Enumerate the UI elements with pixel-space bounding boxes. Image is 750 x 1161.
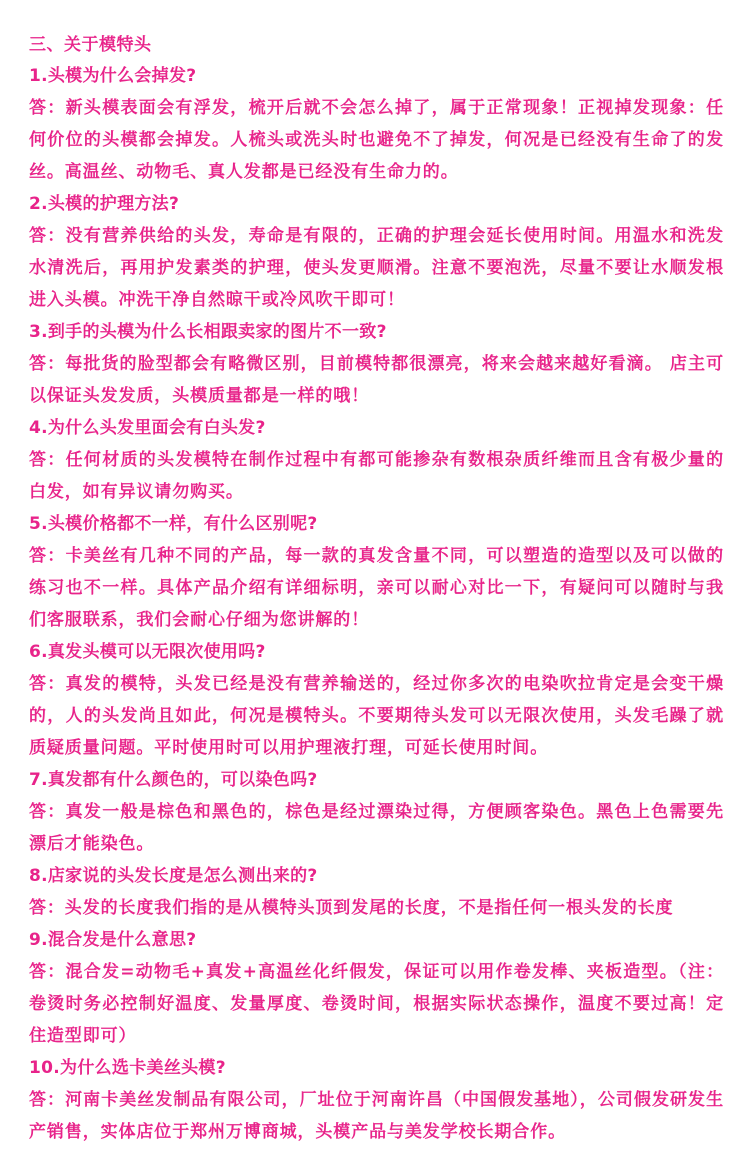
faq-document (29, 30, 724, 1148)
question-7: 7.真发都有什么颜色的，可以染色吗? (29, 770, 318, 790)
question-8: 8.店家说的头发长度是怎么测出来的? (29, 866, 318, 886)
question-10: 10.为什么选卡美丝头模? (29, 1058, 226, 1078)
question-5: 5.头模价格都不一样，有什么区别呢? (29, 514, 318, 534)
question-6: 6.真发头模可以无限次使用吗? (29, 642, 266, 662)
answer-5: 答：卡美丝有几种不同的产品，每一款的真发含量不同，可以塑造的造型以及可以做的练习也不一样。具体产品介绍有详细标明，亲可以耐心对比一下，有疑问可以随时与我们客服联系，我们会耐心仔细为您讲解的！ (29, 546, 724, 630)
answer-2: 答：没有营养供给的头发，寿命是有限的，正确的护理会延长使用时间。用温水和洗发水清洗后，再用护发素类的护理，使头发更顺滑。注意不要泡洗，尽量不要让水顺发根进入头模。冲洗干净自然晾干或冷风吹干即可！ (29, 226, 724, 310)
question-4: 4.为什么头发里面会有白头发? (29, 418, 266, 438)
answer-4: 答：任何材质的头发模特在制作过程中有都可能掺杂有数根杂质纤维而且含有极少量的白发，如有异议请勿购买。 (29, 450, 724, 502)
question-9: 9.混合发是什么意思? (29, 930, 197, 950)
answer-10: 答：河南卡美丝发制品有限公司，厂址位于河南许昌（中国假发基地），公司假发研发生产销售，实体店位于郑州万博商城，头模产品与美发学校长期合作。 (29, 1090, 724, 1142)
answer-1: 答：新头模表面会有浮发，梳开后就不会怎么掉了，属于正常现象！正视掉发现象：任何价位的头模都会掉发。人梳头或洗头时也避免不了掉发，何况是已经没有生命了的发丝。高温丝、动物毛、真人发都是已经没有生命力的。 (29, 98, 724, 182)
question-1: 1.头模为什么会掉发? (29, 66, 197, 86)
section-title: 三、关于模特头 (29, 35, 152, 55)
answer-3: 答：每批货的脸型都会有略微区别，目前模特都很漂亮，将来会越来越好看滴。 店主可以保证头发发质，头模质量都是一样的哦！ (29, 354, 724, 406)
question-2: 2.头模的护理方法? (29, 194, 180, 214)
question-3: 3.到手的头模为什么长相跟卖家的图片不一致? (29, 322, 387, 342)
answer-8: 答：头发的长度我们指的是从模特头顶到发尾的长度，不是指任何一根头发的长度 (29, 898, 674, 918)
answer-6: 答：真发的模特，头发已经是没有营养输送的，经过你多次的电染吹拉肯定是会变干燥的，人的头发尚且如此，何况是模特头。不要期待头发可以无限次使用，头发毛躁了就质疑质量问题。平时使用时可以用护理液打理，可延长使用时间。 (29, 674, 724, 758)
answer-7: 答：真发一般是棕色和黑色的，棕色是经过漂染过得，方便顾客染色。黑色上色需要先漂后才能染色。 (29, 802, 724, 854)
answer-9: 答：混合发=动物毛+真发+高温丝化纤假发，保证可以用作卷发棒、夹板造型。（注：卷烫时务必控制好温度、发量厚度、卷烫时间，根据实际状态操作，温度不要过高！定住造型即可） (29, 962, 724, 1046)
